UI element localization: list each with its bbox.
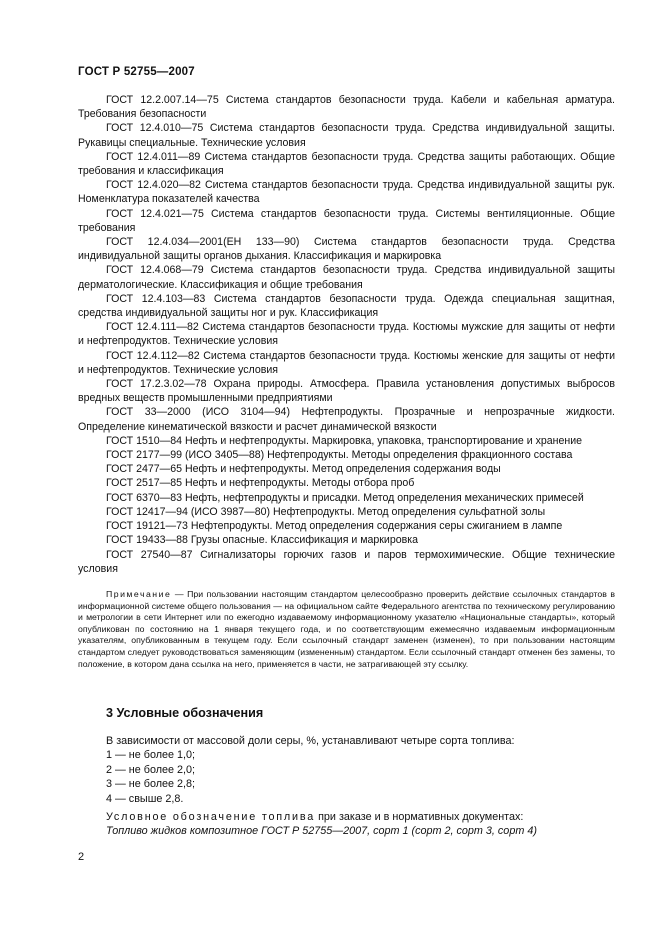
grade-item: 3 — не более 2,8; bbox=[106, 778, 196, 791]
note-label: Примечание bbox=[106, 589, 172, 599]
grade-item: 1 — не более 1,0; bbox=[106, 749, 196, 762]
reference-item: ГОСТ 12.4.021—75 Система стандартов безопасности труда. Системы вентиляционные. Общие требования bbox=[78, 207, 615, 234]
reference-item: ГОСТ 12.4.112—82 Система стандартов безопасности труда. Костюмы женские для защиты от нефти и нефтепродуктов. Технические условия bbox=[78, 349, 615, 376]
reference-item: ГОСТ 12.4.111—82 Система стандартов безопасности труда. Костюмы мужские для защиты от нефти и нефтепродуктов. Технические условия bbox=[78, 321, 615, 348]
reference-item: ГОСТ 12.4.034—2001(ЕН 133—90) Система стандартов безопасности труда. Средства индивидуальной защиты органов дыхания. Классификация и маркировка bbox=[78, 236, 615, 263]
reference-item: ГОСТ 2517—85 Нефть и нефтепродукты. Методы отбора проб bbox=[106, 477, 415, 490]
section-intro: В зависимости от массовой доли серы, %, устанавливают четыре сорта топлива: bbox=[106, 735, 515, 747]
section-body bbox=[106, 734, 615, 839]
designation-example: Топливо жидков композитное ГОСТ Р 52755—2007, сорт 1 (сорт 2, сорт 3, сорт 4) bbox=[106, 825, 537, 838]
designation-text: при заказе и в нормативных документах: bbox=[315, 811, 524, 824]
reference-item: ГОСТ 19433—88 Грузы опасные. Классификация и маркировка bbox=[106, 534, 419, 547]
note-paragraph bbox=[78, 589, 615, 670]
reference-item: ГОСТ 17.2.3.02—78 Охрана природы. Атмосфера. Правила установления допустимых выбросов вредных веществ промышленными предприятиями bbox=[78, 378, 615, 405]
grade-item: 2 — не более 2,0; bbox=[106, 763, 196, 776]
reference-item: ГОСТ 12.2.007.14—75 Система стандартов безопасности труда. Кабели и кабельная арматура. Требования безопасности bbox=[78, 94, 615, 121]
reference-item: ГОСТ 12417—94 (ИСО 3987—80) Нефтепродукты. Метод определения сульфатной золы bbox=[106, 505, 546, 518]
grade-item: 4 — свыше 2,8. bbox=[106, 792, 184, 805]
reference-item: ГОСТ 12.4.103—83 Система стандартов безопасности труда. Одежда специальная защитная, средства индивидуальной защиты ног и рук. Классификация bbox=[78, 292, 615, 320]
document-header: ГОСТ Р 52755—2007 bbox=[78, 66, 195, 78]
reference-item: ГОСТ 6370—83 Нефть, нефтепродукты и присадки. Метод определения механических примесей bbox=[106, 491, 584, 504]
designation-line bbox=[106, 810, 615, 824]
reference-item: ГОСТ 12.4.010—75 Система стандартов безопасности труда. Средства индивидуальной защиты. Рукавицы специальные. Технические условия bbox=[78, 122, 615, 149]
reference-item: ГОСТ 27540—87 Сигнализаторы горючих газов и паров термохимические. Общие технические условия bbox=[78, 548, 615, 575]
reference-item: ГОСТ 12.4.020—82 Система стандартов безопасности труда. Средства индивидуальной защиты рук. Номенклатура показателей качества bbox=[78, 179, 615, 206]
page-number: 2 bbox=[78, 851, 85, 863]
reference-item: ГОСТ 12.4.011—89 Система стандартов безопасности труда. Средства защиты работающих. Общие требования и классификация bbox=[78, 150, 615, 178]
section-title: 3 Условные обозначения bbox=[106, 706, 264, 720]
designation-label: Условное обозначение топлива bbox=[106, 811, 316, 824]
reference-item: ГОСТ 12.4.068—79 Система стандартов безопасности труда. Средства индивидуальной защиты дерматологические. Классификация и общие требования bbox=[78, 264, 615, 291]
reference-item: ГОСТ 33—2000 (ИСО 3104—94) Нефтепродукты. Прозрачные и непрозрачные жидкости. Определение кинематической вязкости и расчет динамической вязкости bbox=[78, 406, 615, 433]
reference-item: ГОСТ 1510—84 Нефть и нефтепродукты. Маркировка, упаковка, транспортирование и хранение bbox=[106, 434, 583, 447]
normative-references-list bbox=[78, 93, 615, 576]
note-text: — При пользовании настоящим стандартом целесообразно проверить действие ссылочных стандартов в информационной системе общего пользования — на официальном сайте Федерального агентства по техническому регулированию и метрологии в сети Интернет или по ежегодно издаваемому информационному указателю «Национальные стандарты», который опубликован по состоянию на 1 января текущего года, и по соответствующим ежемесячно издаваемым информационным указателям, опубликованным в текущем году. Если ссылочный стандарт заменен (изменен), то при пользовании настоящим стандартом следует руководствоваться заменяющим (измененным) стандартом. Если ссылочный стандарт отменен без замены, то положение, в котором дана ссылка на него, применяется в части, не затрагивающей эту ссылку. bbox=[78, 589, 615, 669]
reference-item: ГОСТ 2177—99 (ИСО 3405—88) Нефтепродукты. Методы определения фракционного состава bbox=[106, 449, 573, 462]
reference-item: ГОСТ 19121—73 Нефтепродукты. Метод определения содержания серы сжиганием в лампе bbox=[106, 520, 563, 533]
reference-item: ГОСТ 2477—65 Нефть и нефтепродукты. Метод определения содержания воды bbox=[106, 463, 501, 476]
